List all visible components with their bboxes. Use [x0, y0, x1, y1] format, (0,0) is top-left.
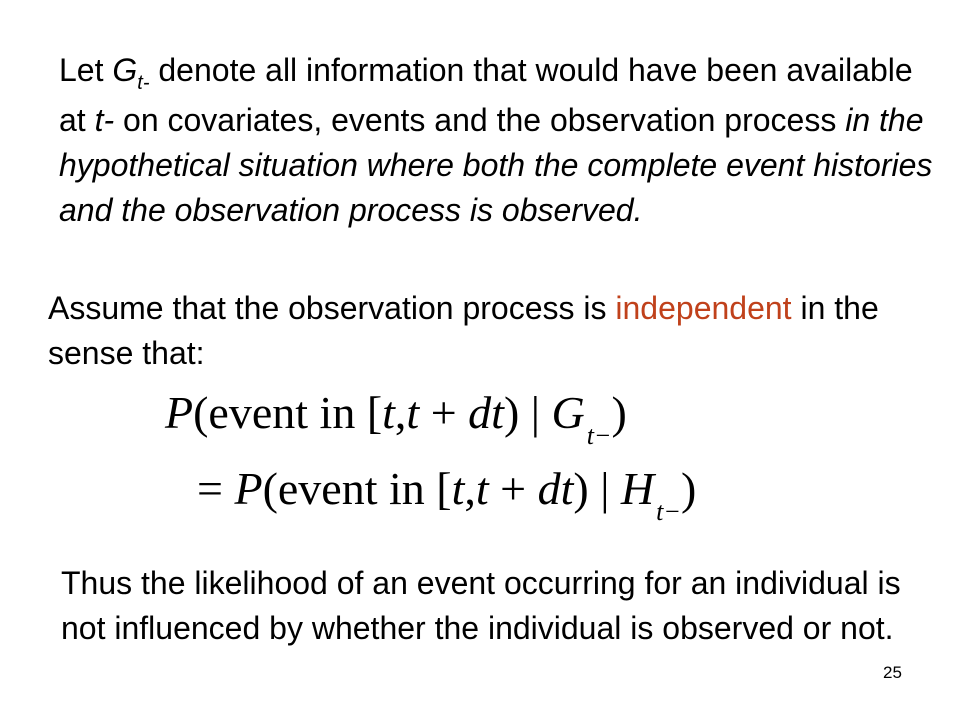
formula-subscript: t−: [586, 421, 612, 450]
formula-h: H: [620, 463, 655, 514]
paragraph-definition: [59, 48, 939, 233]
formula-text: ) |: [503, 387, 552, 438]
formula-plus: +: [488, 463, 538, 514]
formula-text: ) |: [573, 463, 621, 514]
formula-equals: =: [197, 463, 235, 514]
formula-close-paren: ): [680, 463, 697, 514]
formula-t: t: [406, 387, 420, 438]
formula-g: G: [551, 387, 585, 438]
text-segment: Assume that the observation process is: [48, 290, 616, 326]
paragraph-conclusion: Thus the likelihood of an event occurring for an individual is not influenced by whether the individual is observed or not.: [61, 565, 901, 646]
formula-text: (event in [: [193, 387, 383, 438]
formula-text: (event in [: [262, 463, 452, 514]
formula-close-paren: ): [611, 387, 627, 438]
text-segment: denote all information that would have been available at: [59, 52, 913, 138]
highlight-independent: independent: [615, 290, 792, 326]
italic-phrase: in the hypothetical situation where both the complete event histories and the observation process is observed.: [59, 102, 933, 228]
formula-comma: ,: [464, 463, 476, 514]
text-segment: Let: [59, 52, 113, 88]
subscript-t: t-: [137, 72, 150, 94]
paragraph-assumption: [48, 286, 948, 376]
formula-t: t: [475, 463, 489, 514]
time-t: t-: [94, 102, 115, 138]
page-number: 25: [883, 663, 902, 682]
text-segment: on covariates, events and the observation process: [114, 102, 846, 138]
formula-p: P: [234, 463, 263, 514]
formula-subscript: t−: [656, 497, 681, 526]
formula-comma: ,: [394, 387, 407, 438]
formula-line-1: [165, 386, 627, 450]
formula-t: t: [451, 463, 465, 514]
formula-t: t: [382, 387, 395, 438]
text-segment: in the sense that:: [48, 290, 879, 371]
formula-dt: dt: [537, 463, 574, 514]
formula-plus: +: [419, 387, 469, 438]
formula-dt: dt: [468, 387, 504, 438]
variable-g: G: [112, 52, 138, 88]
formula-line-2: [197, 462, 697, 526]
formula-p: P: [165, 387, 194, 438]
